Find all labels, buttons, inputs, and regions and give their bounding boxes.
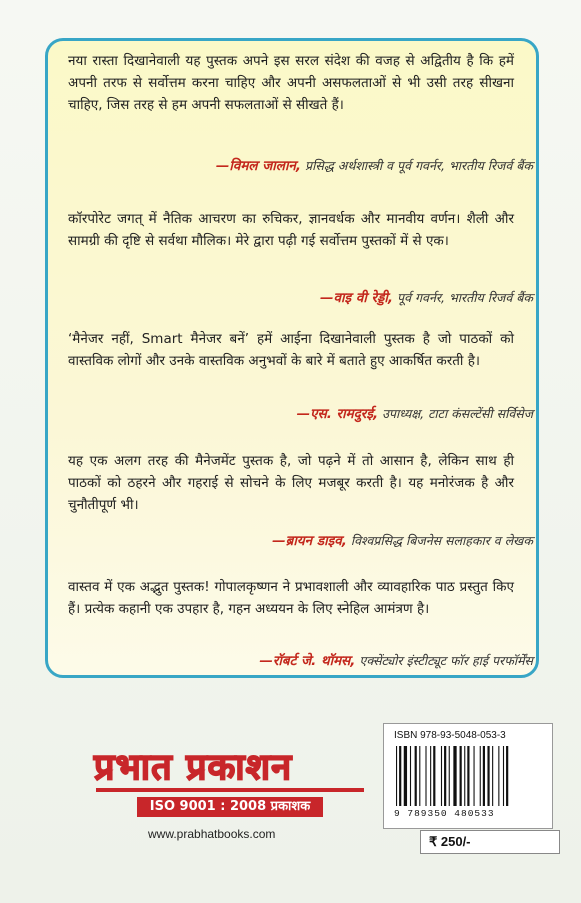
review-attribution-5 xyxy=(259,651,533,669)
review-quote-3: ‘मैनेजर नहीं, Smart मैनेजर बनें’ हमें आईना दिखानेवाली पुस्तक है जो पाठकों को वास्तविक लोगों और उनके वास्तविक अनुभवों के बारे में बताते हुए आकर्षित करती है। xyxy=(68,331,514,369)
reviewer-name-4: —ब्रायन डाइव, xyxy=(272,533,347,549)
reviewer-role-5: एक्सेंट्योर इंस्टीट्यूट फॉर हाई परफॉर्मेंस xyxy=(359,653,533,668)
review-quote-1: नया रास्ता दिखानेवाली यह पुस्तक अपने इस सरल संदेश की वजह से अद्वितीय है कि हमें अपनी तरफ से सर्वोत्तम करना चाहिए और अपनी असफलताओं से भी उसी तरह सीखना चाहिए, जिस तरह से हम अपनी सफलताओं से सीखते हैं। xyxy=(68,53,514,113)
reviewer-role-4: विश्वप्रसिद्ध बिजनेस सलाहकार व लेखक xyxy=(350,533,533,548)
isbn-digits: 9 789350 480533 xyxy=(394,808,495,819)
publisher-website: www.prabhatbooks.com xyxy=(148,827,276,841)
reviewer-name-5: —रॉबर्ट जे. थॉमस, xyxy=(259,653,356,669)
reviewer-name-2: —वाइ वी रेड्डी, xyxy=(319,290,393,306)
review-attribution-2 xyxy=(320,288,533,306)
reviewer-role-2: पूर्व गवर्नर, भारतीय रिजर्व बैंक xyxy=(396,290,533,305)
barcode-icon xyxy=(394,746,544,806)
review-quote-2: कॉरपोरेट जगत् में नैतिक आचरण का रुचिकर, ज्ञानवर्धक और मानवीय वर्णन। शैली और सामग्री की दृष्टि से सर्वथा मौलिक। मेरे द्वारा पढ़ी गई सर्वोत्तम पुस्तकों में से एक। xyxy=(68,211,514,249)
isbn-barcode-box xyxy=(383,723,553,829)
review-quote-4: यह एक अलग तरह की मैनेजमेंट पुस्तक है, जो पढ़ने में तो आसान है, लेकिन साथ ही पाठकों को ठहरने और गहराई से सोचने के लिए मजबूर करती है। यह मनोरंजक है और चुनौतीपूर्ण भी। xyxy=(68,453,514,513)
review-attribution-4 xyxy=(272,531,533,549)
isbn-label: ISBN 978-93-5048-053-3 xyxy=(394,730,506,741)
reviewer-name-3: —एस. रामदुरई, xyxy=(296,406,379,422)
iso-badge: ISO 9001 : 2008 प्रकाशक xyxy=(137,797,323,817)
price-label: ₹ 250/- xyxy=(420,830,560,854)
review-attribution-3 xyxy=(297,404,533,422)
reviewer-role-3: उपाध्यक्ष, टाटा कंसल्टेंसी सर्विसेज xyxy=(382,406,533,421)
review-attribution-1 xyxy=(216,156,533,174)
reviewer-role-1: प्रसिद्ध अर्थशास्त्री व पूर्व गवर्नर, भारतीय रिजर्व बैंक xyxy=(305,158,533,173)
logo-underline xyxy=(96,788,364,792)
review-quote-5: वास्तव में एक अद्भुत पुस्तक! गोपालकृष्णन ने प्रभावशाली और व्यावहारिक पाठ प्रस्तुत किए हैं। प्रत्येक कहानी एक उपहार है, गहन अध्ययन के लिए स्नेहिल आमंत्रण है। xyxy=(68,579,514,617)
reviewer-name-1: —विमल जालान, xyxy=(215,158,302,174)
publisher-logo: प्रभात प्रकाशन xyxy=(94,747,293,788)
